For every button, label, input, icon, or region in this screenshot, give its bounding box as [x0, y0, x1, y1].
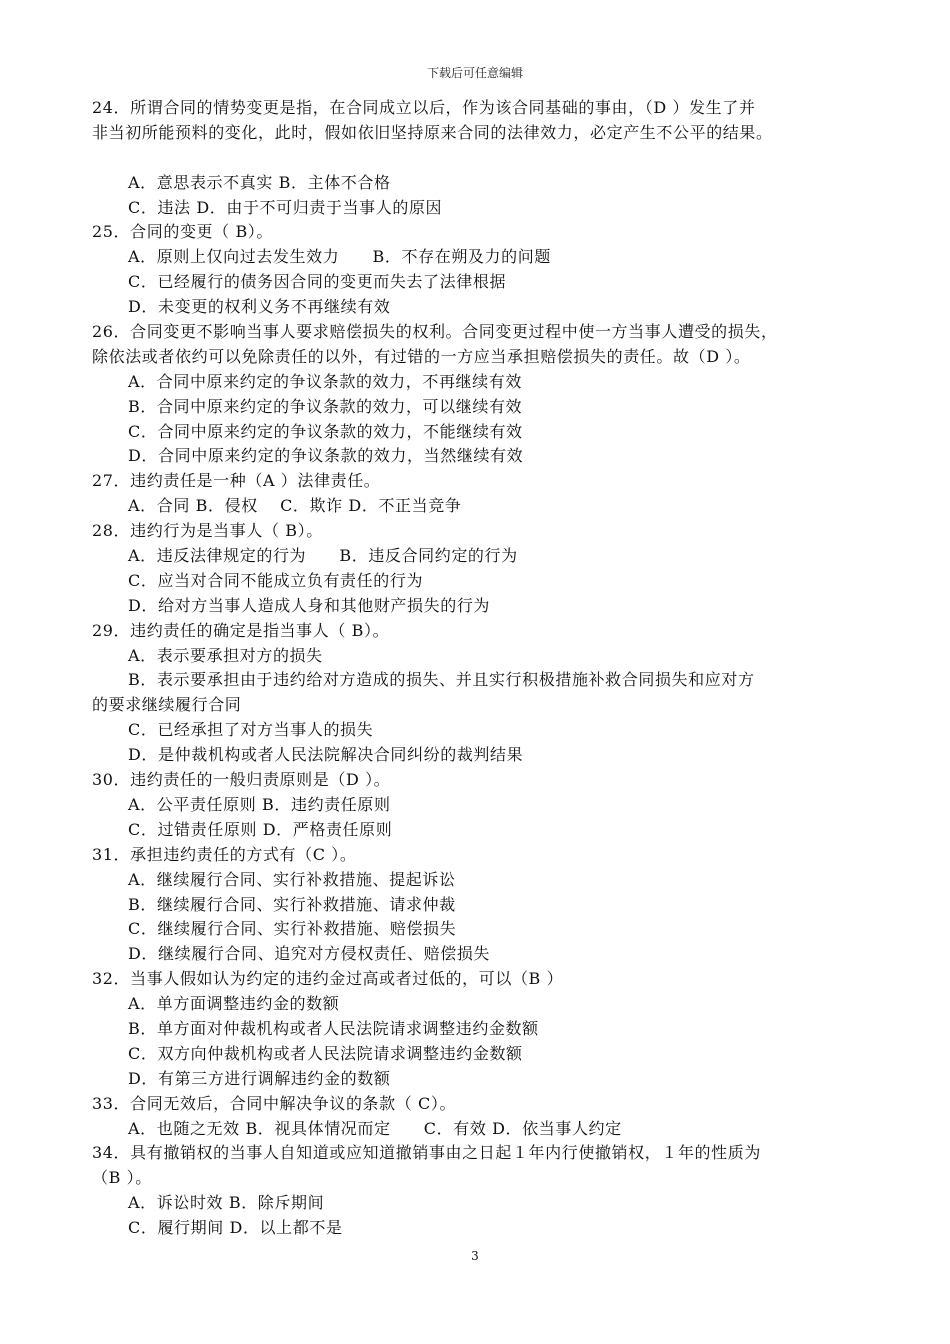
question-line: 29．违约责任的确定是指当事人（ B）。 — [92, 620, 390, 640]
continuation-line: 除依法或者依约可以免除责任的以外，有过错的一方应当承担赔偿损失的责任。故（D ）。 — [92, 346, 751, 366]
question-line: 32．当事人假如认为约定的违约金过高或者过低的，可以（B ） — [92, 969, 564, 989]
option-line: D．是仲裁机构或者人民法院解决合同纠纷的裁判结果 — [128, 745, 524, 765]
page-number: 3 — [471, 1249, 479, 1263]
option-line: A．合同 B．侵权 C．欺诈 D．不正当竞争 — [128, 496, 462, 516]
question-line: 25．合同的变更（ B）。 — [92, 222, 274, 242]
option-line: D．给对方当事人造成人身和其他财产损失的行为 — [128, 595, 491, 615]
option-line: C．违法 D．由于不可归责于当事人的原因 — [128, 197, 443, 217]
continuation-line: （B ）。 — [92, 1168, 152, 1188]
option-line: A．单方面调整违约金的数额 — [128, 994, 340, 1014]
option-line: B．表示要承担由于违约给对方造成的损失、并且实行积极措施补救合同损失和应对方 — [128, 670, 755, 690]
question-line: 27．违约责任是一种（A ）法律责任。 — [92, 471, 381, 491]
option-line: D．未变更的权利义务不再继续有效 — [128, 297, 391, 317]
question-line: 30．违约责任的一般归责原则是（D ）。 — [92, 770, 391, 790]
question-list — [92, 96, 872, 1241]
continuation-line: 的要求继续履行合同 — [92, 695, 242, 715]
option-line: C．应当对合同不能成立负有责任的行为 — [128, 570, 424, 590]
blank-line — [92, 146, 872, 171]
option-line: B．合同中原来约定的争议条款的效力，可以继续有效 — [128, 396, 523, 416]
continuation-line: 非当初所能预料的变化，此时，假如依旧坚持原来合同的法律效力，必定产生不公平的结果。 — [92, 122, 773, 142]
option-line: D．合同中原来约定的争议条款的效力，当然继续有效 — [128, 446, 524, 466]
option-line: A．原则上仅向过去发生效力 B．不存在朔及力的问题 — [128, 247, 551, 267]
option-line: D．继续履行合同、追究对方侵权责任、赔偿损失 — [128, 944, 491, 964]
option-line: A．公平责任原则 B．违约责任原则 — [128, 794, 391, 814]
question-line: 26．合同变更不影响当事人要求赔偿损失的权利。合同变更过程中使一方当事人遭受的损失， — [92, 322, 778, 342]
question-line: 24．所谓合同的情势变更是指，在合同成立以后，作为该合同基础的事由，（D ）发生了并 — [92, 98, 756, 117]
option-line: A．表示要承担对方的损失 — [128, 645, 323, 665]
page-header: 下载后可任意编辑 — [426, 66, 523, 80]
option-line: A．违反法律规定的行为 B．违反合同约定的行为 — [128, 546, 518, 566]
option-line: C．双方向仲裁机构或者人民法院请求调整违约金数额 — [128, 1043, 523, 1063]
option-line: B．单方面对仲裁机构或者人民法院请求调整违约金数额 — [128, 1018, 539, 1038]
question-line: 28．违约行为是当事人（ B）。 — [92, 521, 323, 541]
option-line: A．诉讼时效 B．除斥期间 — [128, 1193, 325, 1213]
option-line: C．履行期间 D．以上都不是 — [128, 1218, 343, 1238]
question-line: 33．合同无效后，合同中解决争议的条款（ C）。 — [92, 1093, 457, 1113]
question-line: 31．承担违约责任的方式有（C ）。 — [92, 844, 357, 864]
option-line: A．也随之无效 B．视具体情况而定 C．有效 D．依当事人约定 — [128, 1118, 622, 1138]
option-line: B．继续履行合同、实行补救措施、请求仲裁 — [128, 894, 456, 914]
option-line: C．已经履行的债务因合同的变更而失去了法律根据 — [128, 272, 507, 292]
option-line: D．有第三方进行调解违约金的数额 — [128, 1068, 391, 1088]
option-line: A．继续履行合同、实行补救措施、提起诉讼 — [128, 869, 456, 889]
option-line: A．合同中原来约定的争议条款的效力，不再继续有效 — [128, 371, 522, 391]
option-line: A．意思表示不真实 B．主体不合格 — [128, 172, 391, 192]
question-line: 34．具有撤销权的当事人自知道或应知道撤销事由之日起１年内行使撤销权，１年的性质为 — [92, 1143, 761, 1163]
option-line: C．过错责任原则 D．严格责任原则 — [128, 819, 393, 839]
option-line: C．合同中原来约定的争议条款的效力，不能继续有效 — [128, 421, 523, 441]
option-line: C．已经承担了对方当事人的损失 — [128, 720, 374, 740]
option-line: C．继续履行合同、实行补救措施、赔偿损失 — [128, 919, 457, 939]
